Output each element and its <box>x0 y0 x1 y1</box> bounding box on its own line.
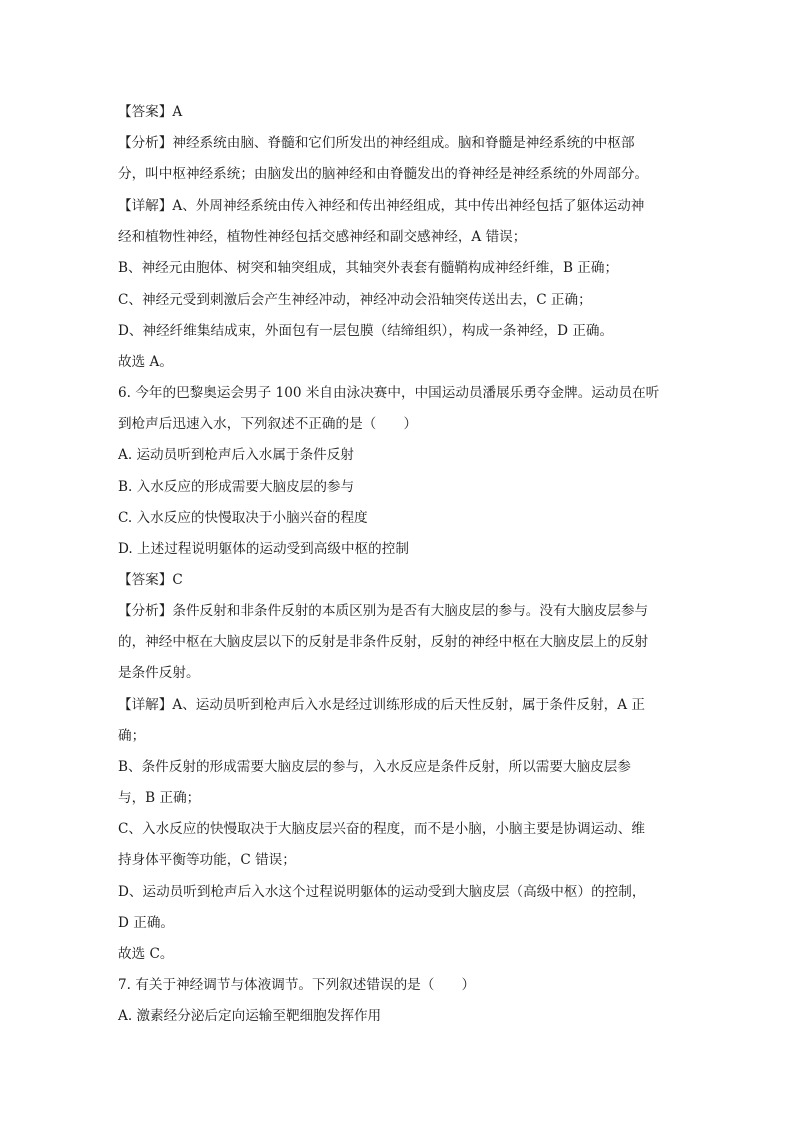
q5-answer: 【答案】A <box>118 104 183 120</box>
q6-detail-line-6: 持身体平衡等功能，C 错误； <box>118 852 296 868</box>
q5-detail-line-1: 【详解】A、外周神经系统由传入神经和传出神经组成，其中传出神经包括了躯体运动神 <box>118 198 645 214</box>
q5-detail-line-4: C、神经元受到刺激后会产生神经冲动，神经冲动会沿轴突传送出去，C 正确； <box>118 292 592 308</box>
q5-conclusion: 故选 A。 <box>118 354 173 370</box>
q6-detail-line-5: C、入水反应的快慢取决于大脑皮层兴奋的程度，而不是小脑，小脑主要是协调运动、维 <box>118 821 645 837</box>
q6-analysis-line-2: 的，神经中枢在大脑皮层以下的反射是非条件反射，反射的神经中枢在大脑皮层上的反射 <box>118 634 649 650</box>
q5-detail-line-2: 经和植物性神经，植物性神经包括交感神经和副交感神经，A 错误； <box>118 229 527 245</box>
q6-analysis-line-1: 【分析】条件反射和非条件反射的本质区别为是否有大脑皮层的参与。没有大脑皮层参与 <box>118 603 649 619</box>
q6-answer: 【答案】C <box>118 572 183 588</box>
q6-conclusion: 故选 C。 <box>118 946 174 962</box>
q5-detail-line-5: D、神经纤维集结成束，外面包有一层包膜（结缔组织），构成一条神经，D 正确。 <box>118 323 614 339</box>
q5-analysis-line-1: 【分析】神经系统由脑、脊髓和它们所发出的神经组成。脑和脊髓是神经系统的中枢部 <box>118 135 635 151</box>
q6-detail-line-7: D、运动员听到枪声后入水这个过程说明躯体的运动受到大脑皮层（高级中枢）的控制， <box>118 884 646 900</box>
q7-stem: 7. 有关于神经调节与体液调节。下列叙述错误的是（ ） <box>118 977 476 993</box>
q6-detail-line-1: 【详解】A、运动员听到枪声后入水是经过训练形成的后天性反射，属于条件反射，A 正 <box>118 697 645 713</box>
q6-stem-line-1: 6. 今年的巴黎奥运会男子 100 米自由泳决赛中，中国运动员潘展乐勇夺金牌。运动员在听 <box>118 385 660 401</box>
q5-detail-line-3: B、神经元由胞体、树突和轴突组成，其轴突外表套有髓鞘构成神经纤维，B 正确； <box>118 260 619 276</box>
q6-detail-line-4: 与，B 正确； <box>118 790 201 806</box>
q6-option-a: A. 运动员听到枪声后入水属于条件反射 <box>118 447 354 463</box>
q6-detail-line-3: B、条件反射的形成需要大脑皮层的参与，入水反应是条件反射，所以需要大脑皮层参 <box>118 759 631 775</box>
q6-option-d: D. 上述过程说明躯体的运动受到高级中枢的控制 <box>118 541 409 557</box>
q6-stem-line-2: 到枪声后迅速入水，下列叙述不正确的是（ ） <box>118 416 418 432</box>
q5-analysis-line-2: 分，叫中枢神经系统；由脑发出的脑神经和由脊髓发出的脊神经是神经系统的外周部分。 <box>118 166 649 182</box>
q6-option-c: C. 入水反应的快慢取决于小脑兴奋的程度 <box>118 510 368 526</box>
q6-analysis-line-3: 是条件反射。 <box>118 665 200 681</box>
q7-option-a: A. 激素经分泌后定向运输至靶细胞发挥作用 <box>118 1008 382 1024</box>
q6-detail-line-8: D 正确。 <box>118 915 175 931</box>
q6-detail-line-2: 确； <box>118 728 146 744</box>
q6-option-b: B. 入水反应的形成需要大脑皮层的参与 <box>118 479 355 495</box>
